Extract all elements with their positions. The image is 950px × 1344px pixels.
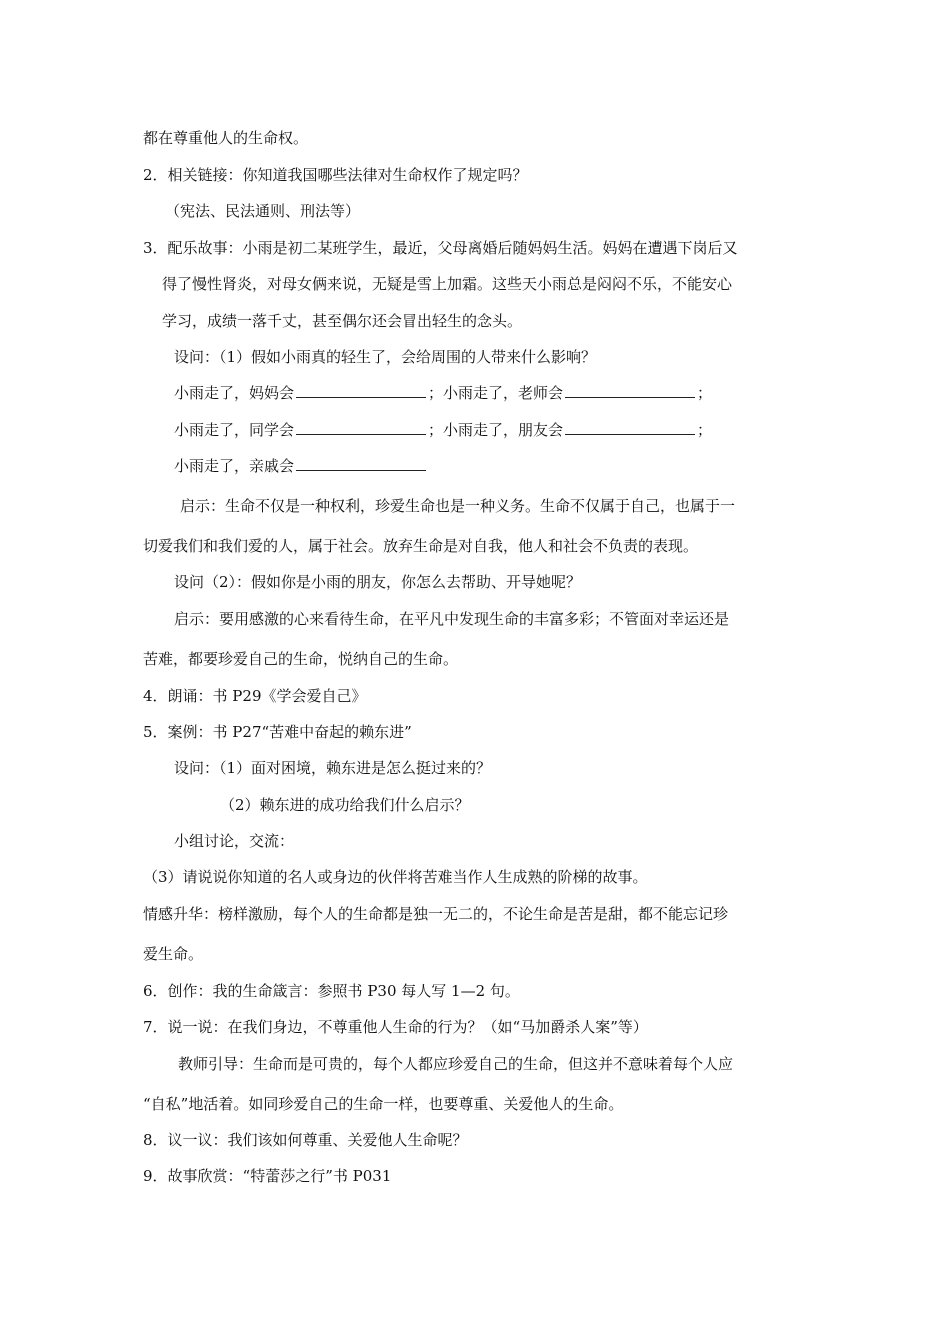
fill-in-separator: ； [697, 384, 713, 402]
fill-in-separator: ； [697, 421, 713, 439]
answer-blank[interactable] [565, 420, 695, 435]
text-line: 设问：（1）假如小雨真的轻生了，会给周围的人带来什么影响？ [174, 348, 597, 366]
text-line: （2）赖东进的成功给我们什么启示？ [220, 796, 470, 814]
fill-in-line [174, 420, 712, 440]
text-line: 爱生命。 [143, 945, 204, 963]
fill-in-line [174, 456, 428, 476]
text-line: 情感升华：榜样激励，每个人的生命都是独一无二的，不论生命是苦是甜，都不能忘记珍 [143, 905, 729, 923]
text-line: 得了慢性肾炎，对母女俩来说，无疑是雪上加霜。这些天小雨总是闷闷不乐，不能安心 [162, 275, 733, 293]
text-line: 学习，成绩一落千丈，甚至偶尔还会冒出轻生的念头。 [162, 312, 523, 330]
text-line: 7．说一说：在我们身边，不尊重他人生命的行为？（如“马加爵杀人案”等） [143, 1018, 648, 1036]
text-line: 6．创作：我的生命箴言：参照书 P30 每人写 1—2 句。 [143, 982, 520, 1000]
text-line: 8．议一议：我们该如何尊重、关爱他人生命呢？ [143, 1131, 468, 1149]
text-line: 小组讨论，交流： [174, 832, 295, 850]
answer-blank[interactable] [296, 383, 426, 398]
text-line: 启示：生命不仅是一种权利，珍爱生命也是一种义务。生命不仅属于自己，也属于一 [180, 497, 736, 515]
text-line: （3）请说说你知道的名人或身边的伙伴将苦难当作人生成熟的阶梯的故事。 [143, 868, 648, 886]
fill-in-prompt: 小雨走了，妈妈会 [174, 384, 295, 402]
text-line: 启示：要用感激的心来看待生命，在平凡中发现生命的丰富多彩；不管面对幸运还是 [174, 610, 730, 628]
text-line: （宪法、民法通则、刑法等） [165, 202, 361, 220]
fill-in-prompt: ；小雨走了，朋友会 [428, 421, 564, 439]
text-line: 苦难，都要珍爱自己的生命，悦纳自己的生命。 [143, 650, 459, 668]
text-line: 切爱我们和我们爱的人，属于社会。放弃生命是对自我，他人和社会不负责的表现。 [143, 537, 699, 555]
text-line: 4．朗诵：书 P29《学会爱自己》 [143, 687, 367, 705]
fill-in-prompt: ；小雨走了，老师会 [428, 384, 564, 402]
fill-in-prompt: 小雨走了，同学会 [174, 421, 295, 439]
fill-in-prompt: 小雨走了，亲戚会 [174, 457, 295, 475]
text-line: 设问（2）：假如你是小雨的朋友，你怎么去帮助、开导她呢？ [174, 573, 582, 591]
text-line: 3．配乐故事：小雨是初二某班学生，最近，父母离婚后随妈妈生活。妈妈在遭遇下岗后又 [143, 239, 738, 257]
text-line: “自私”地活着。如同珍爱自己的生命一样，也要尊重、关爱他人的生命。 [143, 1095, 624, 1113]
text-line: 9．故事欣赏：“特蕾莎之行”书 P031 [143, 1167, 392, 1185]
text-line: 2．相关链接：你知道我国哪些法律对生命权作了规定吗？ [143, 166, 528, 184]
fill-in-line [174, 383, 712, 403]
text-line: 教师引导：生命而是可贵的，每个人都应珍爱自己的生命，但这并不意味着每个人应 [178, 1055, 734, 1073]
answer-blank[interactable] [565, 383, 695, 398]
text-line: 5．案例：书 P27“苦难中奋起的赖东进” [143, 723, 412, 741]
text-line: 设问：（1）面对困境，赖东进是怎么挺过来的？ [174, 759, 492, 777]
answer-blank[interactable] [296, 456, 426, 471]
answer-blank[interactable] [296, 420, 426, 435]
text-line: 都在尊重他人的生命权。 [143, 129, 309, 147]
